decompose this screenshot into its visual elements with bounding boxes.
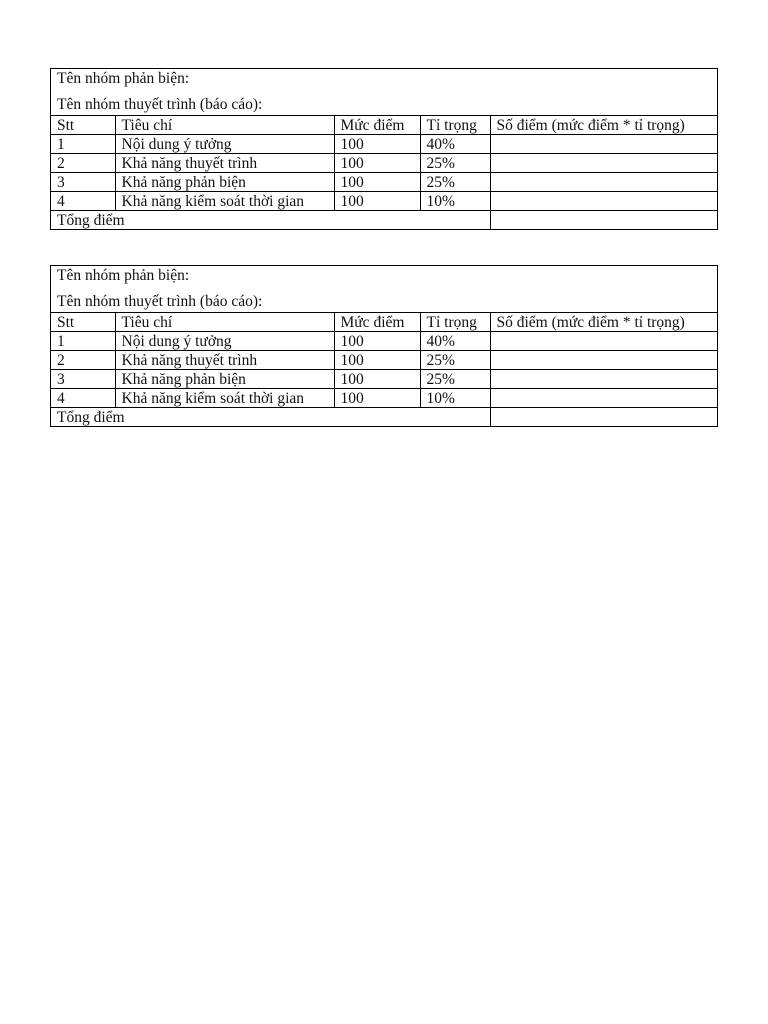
cell-stt: 2	[51, 154, 115, 173]
cell-stt: 4	[51, 389, 115, 408]
presenter-group-label: Tên nhóm thuyết trình (báo cáo):	[57, 293, 263, 310]
score-table	[51, 313, 717, 426]
total-value[interactable]	[490, 408, 717, 427]
form-header	[51, 266, 717, 313]
total-row	[51, 408, 717, 427]
total-label: Tổng điểm	[51, 408, 490, 427]
table-row	[51, 332, 717, 351]
cell-weight: 40%	[420, 332, 490, 351]
cell-criterion: Khả năng thuyết trình	[115, 351, 334, 370]
column-header-score: Số điểm (mức điểm * tỉ trọng)	[490, 116, 717, 135]
cell-score[interactable]	[490, 192, 717, 211]
cell-stt: 4	[51, 192, 115, 211]
cell-weight: 10%	[420, 389, 490, 408]
cell-max-score: 100	[334, 370, 420, 389]
cell-criterion: Nội dung ý tưởng	[115, 332, 334, 351]
cell-criterion: Khả năng thuyết trình	[115, 154, 334, 173]
cell-weight: 25%	[420, 370, 490, 389]
cell-score[interactable]	[490, 351, 717, 370]
critic-group-label: Tên nhóm phản biện:	[57, 70, 190, 87]
cell-max-score: 100	[334, 389, 420, 408]
cell-score[interactable]	[490, 154, 717, 173]
cell-max-score: 100	[334, 154, 420, 173]
cell-max-score: 100	[334, 192, 420, 211]
table-row	[51, 351, 717, 370]
table-row	[51, 389, 717, 408]
score-table	[51, 116, 717, 229]
table-row	[51, 192, 717, 211]
column-header-max-score: Mức điểm	[334, 116, 420, 135]
cell-stt: 3	[51, 370, 115, 389]
cell-stt: 2	[51, 351, 115, 370]
column-header-weight: Tỉ trọng	[420, 313, 490, 332]
table-header-row	[51, 313, 717, 332]
cell-weight: 10%	[420, 192, 490, 211]
cell-weight: 40%	[420, 135, 490, 154]
column-header-stt: Stt	[51, 313, 115, 332]
total-value[interactable]	[490, 211, 717, 230]
column-header-criterion: Tiêu chí	[115, 116, 334, 135]
evaluation-form	[50, 68, 718, 230]
total-row	[51, 211, 717, 230]
column-header-stt: Stt	[51, 116, 115, 135]
cell-stt: 3	[51, 173, 115, 192]
cell-criterion: Khả năng phản biện	[115, 370, 334, 389]
cell-score[interactable]	[490, 370, 717, 389]
cell-max-score: 100	[334, 135, 420, 154]
critic-group-label: Tên nhóm phản biện:	[57, 267, 190, 284]
table-row	[51, 370, 717, 389]
table-header-row	[51, 116, 717, 135]
table-row	[51, 154, 717, 173]
cell-score[interactable]	[490, 332, 717, 351]
cell-weight: 25%	[420, 154, 490, 173]
table-row	[51, 135, 717, 154]
column-header-max-score: Mức điểm	[334, 313, 420, 332]
presenter-group-label: Tên nhóm thuyết trình (báo cáo):	[57, 96, 263, 113]
table-row	[51, 173, 717, 192]
total-label: Tổng điểm	[51, 211, 490, 230]
cell-criterion: Nội dung ý tưởng	[115, 135, 334, 154]
cell-max-score: 100	[334, 332, 420, 351]
column-header-weight: Tỉ trọng	[420, 116, 490, 135]
cell-max-score: 100	[334, 173, 420, 192]
cell-stt: 1	[51, 332, 115, 351]
cell-weight: 25%	[420, 351, 490, 370]
cell-score[interactable]	[490, 135, 717, 154]
form-header	[51, 69, 717, 116]
cell-score[interactable]	[490, 173, 717, 192]
cell-max-score: 100	[334, 351, 420, 370]
cell-weight: 25%	[420, 173, 490, 192]
column-header-criterion: Tiêu chí	[115, 313, 334, 332]
evaluation-form	[50, 265, 718, 427]
cell-criterion: Khả năng phản biện	[115, 173, 334, 192]
cell-criterion: Khả năng kiểm soát thời gian	[115, 389, 334, 408]
cell-criterion: Khả năng kiểm soát thời gian	[115, 192, 334, 211]
cell-stt: 1	[51, 135, 115, 154]
column-header-score: Số điểm (mức điểm * tỉ trọng)	[490, 313, 717, 332]
cell-score[interactable]	[490, 389, 717, 408]
